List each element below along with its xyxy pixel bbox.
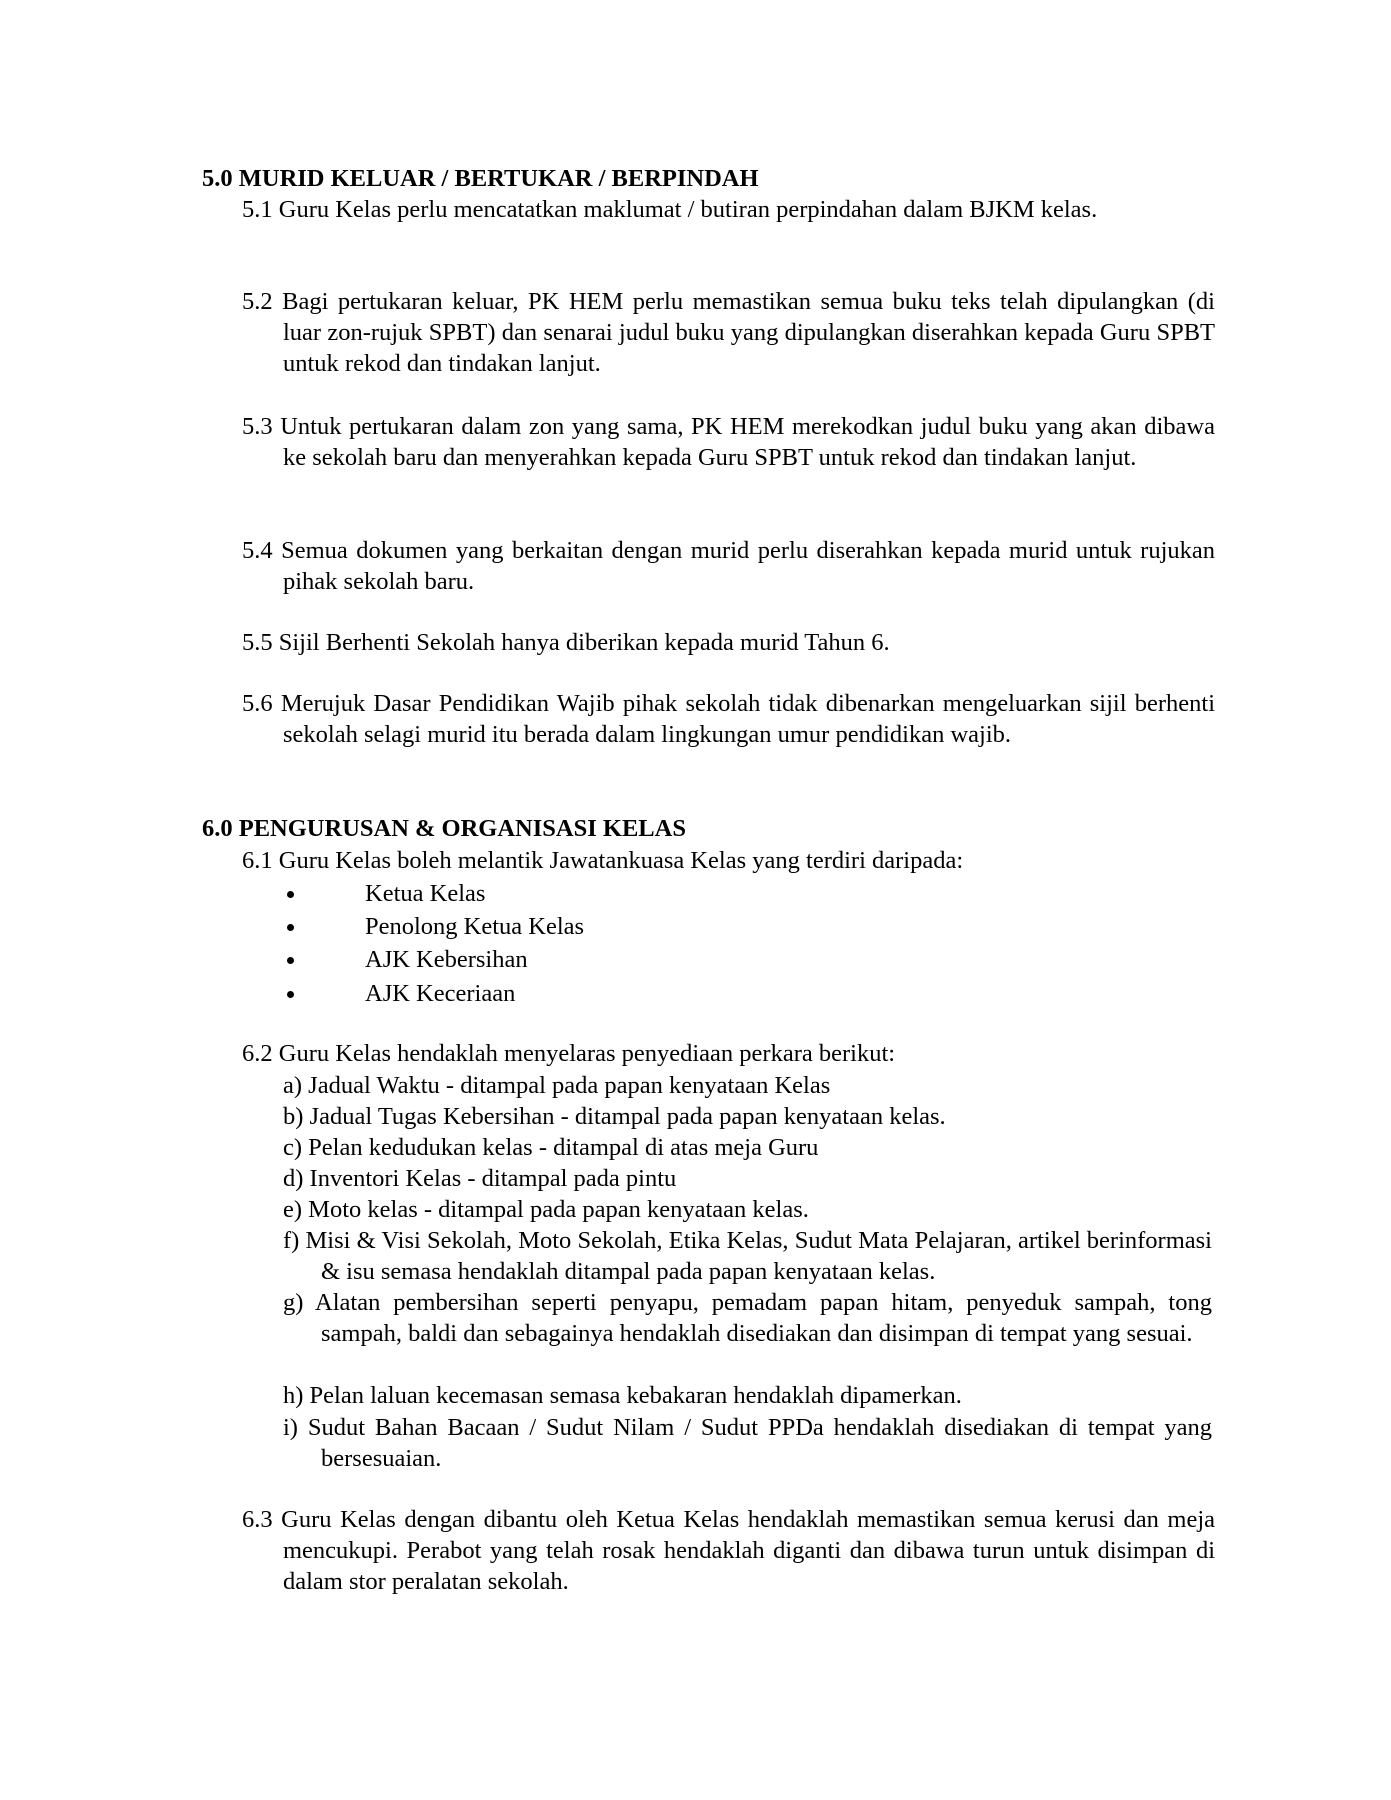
list-item-c: c) Pelan kedudukan kelas - ditampal di atas meja Guru [283, 1134, 819, 1161]
paragraph-5-4: 5.4 Semua dokumen yang berkaitan dengan murid perlu diserahkan kepada murid untuk rujukan pihak sekolah baru. [242, 537, 1215, 595]
paragraph-5-3: 5.3 Untuk pertukaran dalam zon yang sama, PK HEM merekodkan judul buku yang akan dibawa ke sekolah baru dan menyerahkan kepada Guru SPBT untuk rekod dan tindakan lanjut. [242, 413, 1215, 471]
paragraph-5-6: 5.6 Merujuk Dasar Pendidikan Wajib pihak sekolah tidak dibenarkan mengeluarkan sijil berhenti sekolah selagi murid itu berada dalam lingkungan umur pendidikan wajib. [242, 690, 1216, 748]
paragraph-5-1: 5.1 Guru Kelas perlu mencatatkan maklumat / butiran perpindahan dalam BJKM kelas. [242, 196, 1098, 223]
list-item-d: d) Inventori Kelas - ditampal pada pintu [283, 1165, 677, 1192]
list-item-h: h) Pelan laluan kecemasan semasa kebakaran hendaklah dipamerkan. [283, 1382, 962, 1409]
bullet-item: AJK Kebersihan [242, 944, 942, 975]
list-item-f: f) Misi & Visi Sekolah, Moto Sekolah, Etika Kelas, Sudut Mata Pelajaran, artikel berinformasi & isu semasa hendaklah ditampal pada papan kenyataan kelas. [283, 1227, 1212, 1285]
bullet-icon [287, 924, 294, 931]
paragraph-6-3: 6.3 Guru Kelas dengan dibantu oleh Ketua Kelas hendaklah memastikan semua kerusi dan meja mencukupi. Perabot yang telah rosak hendaklah diganti dan dibawa turun untuk disimpan di dalam stor peralatan sekolah. [242, 1506, 1215, 1595]
section-5-heading: 5.0 MURID KELUAR / BERTUKAR / BERPINDAH [202, 165, 759, 192]
paragraph-5-2: 5.2 Bagi pertukaran keluar, PK HEM perlu memastikan semua buku teks telah dipulangkan (di luar zon-rujuk SPBT) dan senarai judul buku yang dipulangkan diserahkan kepada Guru SPBT untuk rekod dan tindakan lanjut. [242, 288, 1215, 377]
list-item-i: i) Sudut Bahan Bacaan / Sudut Nilam / Sudut PPDa hendaklah disediakan di tempat yang bersesuaian. [283, 1414, 1213, 1472]
section-6-heading: 6.0 PENGURUSAN & ORGANISASI KELAS [202, 815, 686, 842]
bullet-icon [287, 991, 294, 998]
list-item-b: b) Jadual Tugas Kebersihan - ditampal pada papan kenyataan kelas. [283, 1103, 946, 1130]
paragraph-6-1: 6.1 Guru Kelas boleh melantik Jawatankuasa Kelas yang terdiri daripada: [242, 847, 964, 874]
list-item-a: a) Jadual Waktu - ditampal pada papan kenyataan Kelas [283, 1072, 831, 1099]
bullet-icon [287, 891, 294, 898]
paragraph-5-5: 5.5 Sijil Berhenti Sekolah hanya diberikan kepada murid Tahun 6. [242, 629, 890, 656]
bullet-item: AJK Keceriaan [242, 978, 942, 1009]
bullet-item: Ketua Kelas [242, 878, 942, 909]
paragraph-6-2: 6.2 Guru Kelas hendaklah menyelaras penyediaan perkara berikut: [242, 1040, 896, 1067]
list-item-e: e) Moto kelas - ditampal pada papan kenyataan kelas. [283, 1196, 809, 1223]
list-item-g: g) Alatan pembersihan seperti penyapu, pemadam papan hitam, penyeduk sampah, tong sampah, baldi dan sebagainya hendaklah disediakan dan disimpan di tempat yang sesuai. [283, 1289, 1212, 1347]
bullet-item: Penolong Ketua Kelas [242, 911, 942, 942]
bullet-icon [287, 957, 294, 964]
